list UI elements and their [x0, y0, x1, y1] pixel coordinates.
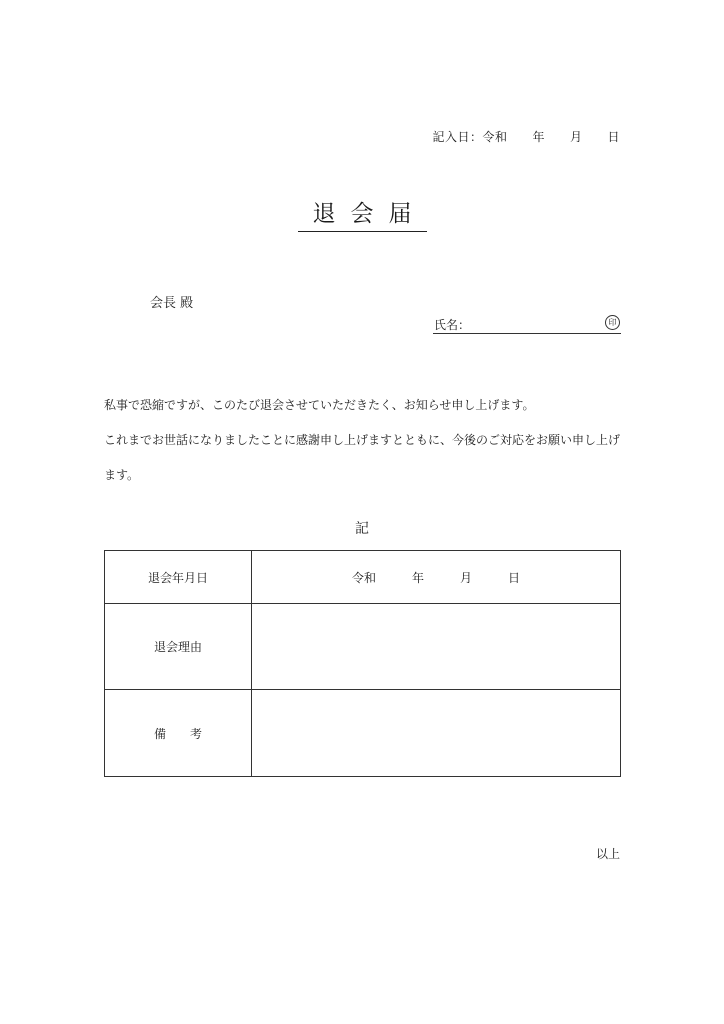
remarks-label: 備考 — [153, 726, 226, 741]
remarks-field[interactable] — [252, 690, 621, 777]
name-label: 氏名： — [434, 318, 471, 332]
name-signature-line[interactable] — [433, 315, 621, 334]
withdrawal-date-field[interactable] — [252, 551, 621, 604]
table-row — [105, 551, 621, 604]
body-paragraph-1: 私事で恐縮ですが、このたび退会させていただきたく、お知らせ申し上げます。 — [104, 398, 535, 412]
body-text — [104, 388, 624, 493]
document-title-wrapper — [0, 198, 724, 232]
table-row — [105, 690, 621, 777]
withdrawal-date-value: 令和 年 月 日 — [351, 570, 520, 585]
body-paragraph-2: これまでお世話になりましたことに感謝申し上げますとともに、今後のご対応をお願い申し上げます。 — [104, 433, 621, 482]
closing-text: 以上 — [595, 847, 620, 861]
document-title: 退会届 — [298, 198, 427, 232]
remarks-label-cell — [105, 690, 252, 777]
record-label: 記 — [355, 521, 369, 537]
seal-mark-icon: 印 — [605, 315, 620, 330]
withdrawal-date-label: 退会年月日 — [105, 551, 252, 604]
withdrawal-reason-label: 退会理由 — [105, 604, 252, 690]
details-table — [104, 550, 621, 777]
withdrawal-reason-field[interactable] — [252, 604, 621, 690]
addressee: 会長 殿 — [150, 296, 194, 311]
table-row — [105, 604, 621, 690]
entry-date: 記入日：令和 年 月 日 — [432, 130, 620, 144]
